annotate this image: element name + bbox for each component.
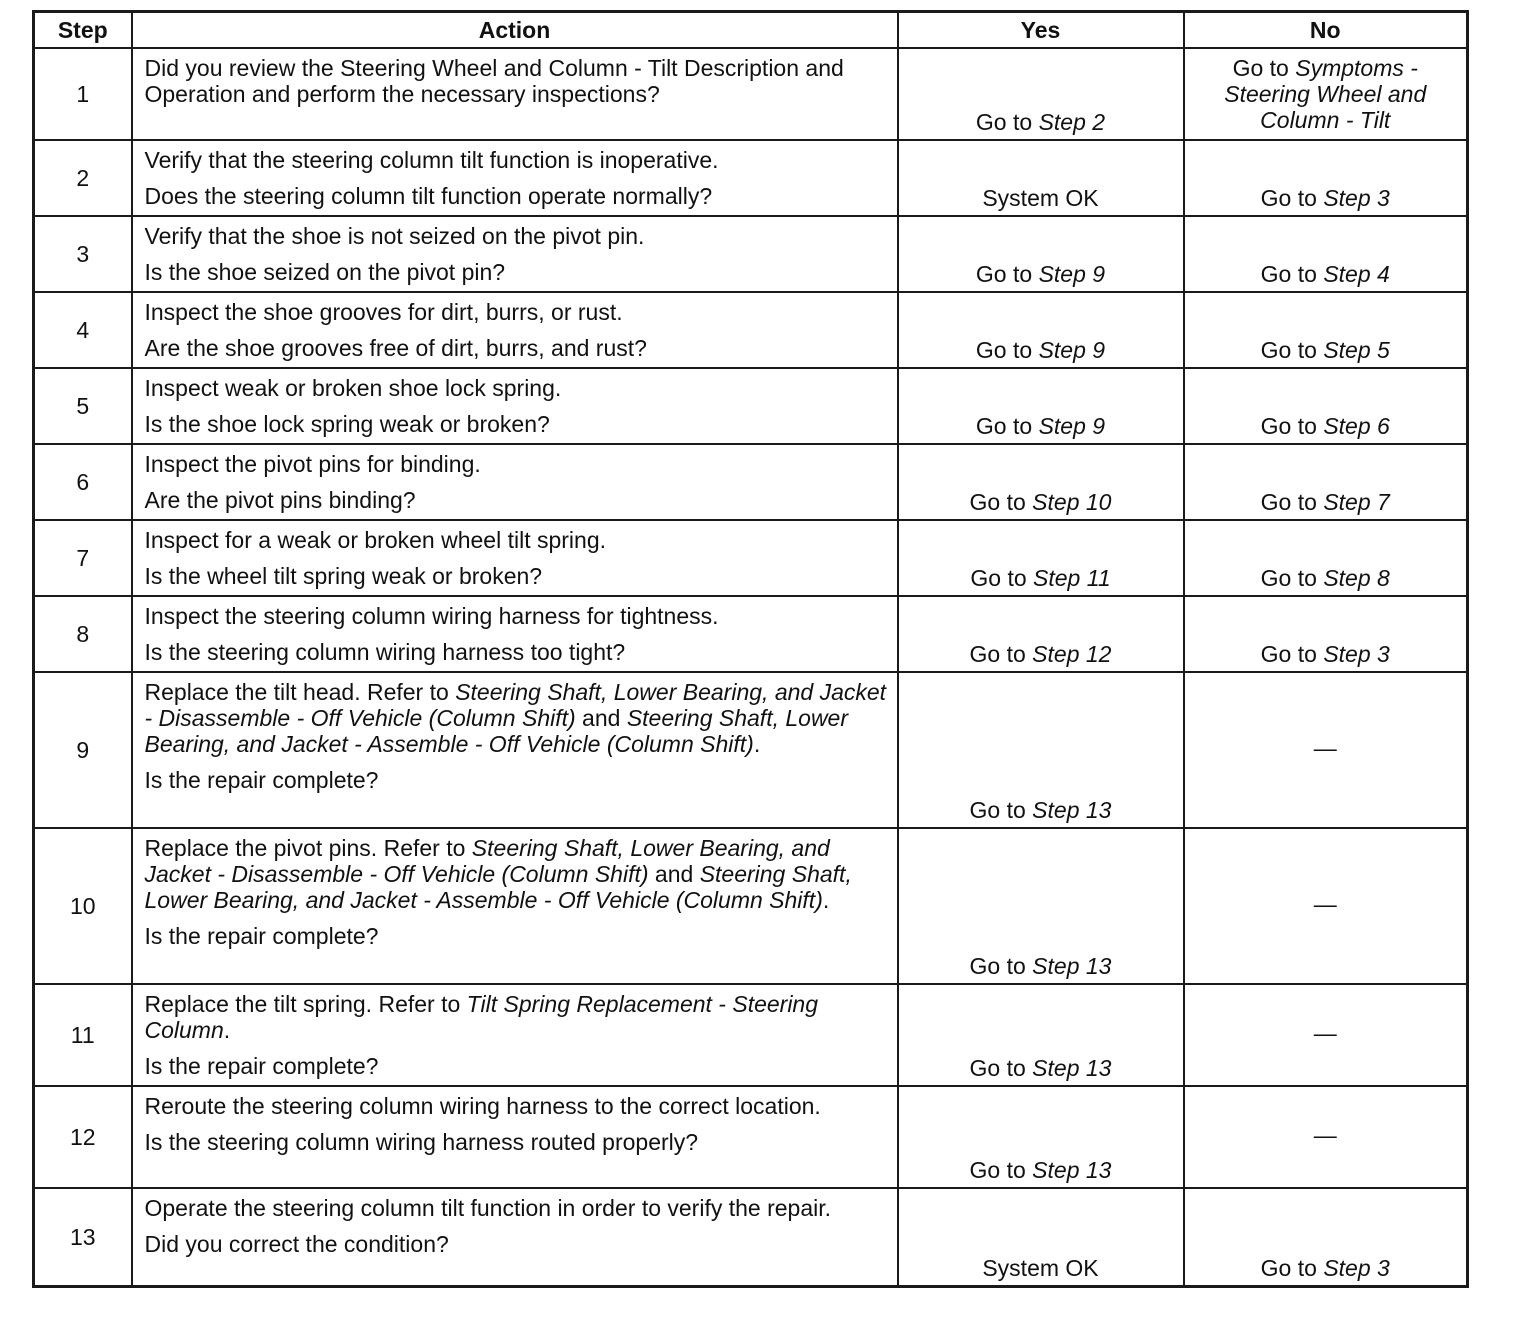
no-text: Go to <box>1260 641 1324 667</box>
action-cell <box>132 1086 898 1188</box>
table-row <box>34 520 1468 596</box>
table-row <box>34 1188 1468 1286</box>
action-question: Is the shoe seized on the pivot pin? <box>144 259 506 285</box>
no-result <box>1184 672 1468 828</box>
step-number: 4 <box>34 292 132 368</box>
no-text: — <box>1313 1020 1337 1046</box>
yes-result <box>898 444 1184 520</box>
action-question: Is the repair complete? <box>144 767 379 793</box>
yes-reference: Step 9 <box>1038 261 1106 287</box>
yes-result <box>898 216 1184 292</box>
action-question: Did you correct the condition? <box>144 1231 449 1257</box>
action-text: and <box>648 861 700 887</box>
step-number: 6 <box>34 444 132 520</box>
no-text: Go to <box>1232 55 1296 81</box>
table-row <box>34 984 1468 1086</box>
yes-text: Go to <box>975 109 1039 135</box>
yes-text: System OK <box>982 185 1099 211</box>
no-reference: Step 3 <box>1323 1254 1390 1281</box>
step-number: 8 <box>34 596 132 672</box>
yes-text: System OK <box>982 1254 1099 1281</box>
action-instruction <box>145 451 887 477</box>
action-text: Inspect the shoe grooves for dirt, burrs, or rust. <box>144 299 623 325</box>
table-row <box>34 292 1468 368</box>
action-cell <box>132 368 898 444</box>
action-reference: Steering Shaft, Lower Bearing, and Jacket - Disassemble - Off Vehicle (Column Shift) <box>144 679 887 731</box>
step-number: 11 <box>34 984 132 1086</box>
yes-reference: Step 9 <box>1038 413 1106 439</box>
no-result <box>1184 1188 1468 1286</box>
action-text: Inspect the steering column wiring harness for tightness. <box>144 603 719 629</box>
action-text: Replace the tilt head. Refer to <box>144 679 456 705</box>
action-cell <box>132 596 898 672</box>
yes-result <box>898 292 1184 368</box>
no-text: Go to <box>1260 489 1324 515</box>
step-number: 7 <box>34 520 132 596</box>
yes-reference: Step 13 <box>1032 953 1112 979</box>
action-instruction <box>145 1195 887 1221</box>
yes-text: Go to <box>969 953 1033 979</box>
yes-result <box>898 1086 1184 1188</box>
action-text: . <box>822 887 830 913</box>
yes-reference: Step 13 <box>1032 797 1112 823</box>
no-result <box>1184 140 1468 216</box>
action-instruction <box>145 991 887 1043</box>
header-yes: Yes <box>898 12 1184 49</box>
yes-result <box>898 828 1184 984</box>
no-result <box>1184 1086 1468 1188</box>
header-action: Action <box>132 12 898 49</box>
yes-reference: Step 13 <box>1032 1055 1112 1081</box>
table-row <box>34 140 1468 216</box>
no-reference: Step 4 <box>1323 261 1390 287</box>
action-cell <box>132 520 898 596</box>
yes-result <box>898 596 1184 672</box>
yes-result <box>898 48 1184 140</box>
no-result <box>1184 828 1468 984</box>
table-body <box>34 48 1468 1286</box>
table-row <box>34 596 1468 672</box>
no-result <box>1184 520 1468 596</box>
no-reference: Step 8 <box>1323 565 1390 591</box>
yes-text: Go to <box>969 797 1033 823</box>
action-text: Verify that the shoe is not seized on the pivot pin. <box>144 223 645 249</box>
header-row <box>34 12 1468 49</box>
action-text: . <box>753 731 761 757</box>
table-row <box>34 1086 1468 1188</box>
no-text: Go to <box>1260 185 1324 211</box>
no-text: Go to <box>1260 1254 1324 1281</box>
action-question: Are the pivot pins binding? <box>144 487 416 513</box>
action-cell <box>132 984 898 1086</box>
action-question: Is the repair complete? <box>144 923 379 949</box>
action-cell <box>132 672 898 828</box>
action-instruction <box>145 679 887 757</box>
no-result <box>1184 292 1468 368</box>
action-instruction <box>145 223 887 249</box>
table-row <box>34 672 1468 828</box>
no-result <box>1184 368 1468 444</box>
action-instruction <box>145 375 887 401</box>
yes-text: Go to <box>970 565 1034 591</box>
no-reference: Step 3 <box>1323 185 1390 211</box>
action-instruction <box>145 835 887 913</box>
action-question: Are the shoe grooves free of dirt, burrs, and rust? <box>144 335 647 361</box>
action-cell <box>132 48 898 140</box>
action-text: Inspect weak or broken shoe lock spring. <box>144 375 562 401</box>
step-number: 1 <box>34 48 132 140</box>
table-row <box>34 368 1468 444</box>
no-text: Go to <box>1260 261 1324 287</box>
yes-text: Go to <box>975 413 1039 439</box>
action-question: Is the repair complete? <box>144 1053 379 1079</box>
action-instruction <box>145 603 887 629</box>
no-text: — <box>1313 1122 1337 1148</box>
no-result <box>1184 984 1468 1086</box>
action-instruction <box>145 55 887 107</box>
action-reference: Steering Shaft, Lower Bearing, and Jacket - Assemble - Off Vehicle (Column Shift) <box>144 705 849 757</box>
action-cell <box>132 292 898 368</box>
no-text: Go to <box>1260 337 1324 363</box>
no-reference: Step 7 <box>1323 489 1390 515</box>
action-text: Did you review the Steering Wheel and Column - Tilt Description and Operation and perform the necessary inspections? <box>144 55 844 107</box>
yes-reference: Step 13 <box>1032 1157 1112 1183</box>
yes-reference: Step 11 <box>1033 565 1111 591</box>
action-cell <box>132 216 898 292</box>
action-question: Is the steering column wiring harness too tight? <box>144 639 626 665</box>
yes-text: Go to <box>969 641 1033 667</box>
no-reference: Step 5 <box>1323 337 1390 363</box>
yes-reference: Step 10 <box>1032 489 1112 515</box>
action-text: and <box>575 705 627 731</box>
yes-text: Go to <box>975 337 1039 363</box>
action-text: Replace the pivot pins. Refer to <box>144 835 472 861</box>
action-cell <box>132 444 898 520</box>
yes-result <box>898 672 1184 828</box>
step-number: 2 <box>34 140 132 216</box>
step-number: 9 <box>34 672 132 828</box>
action-reference: Steering Shaft, Lower Bearing, and Jacket - Assemble - Off Vehicle (Column Shift) <box>144 861 852 913</box>
no-reference: Step 3 <box>1323 641 1390 667</box>
action-text: Verify that the steering column tilt function is inoperative. <box>144 147 719 173</box>
table-row <box>34 828 1468 984</box>
table-row <box>34 444 1468 520</box>
step-number: 12 <box>34 1086 132 1188</box>
action-text: Inspect the pivot pins for binding. <box>144 451 481 477</box>
yes-text: Go to <box>975 261 1039 287</box>
no-text: Go to <box>1260 413 1324 439</box>
action-question: Is the wheel tilt spring weak or broken? <box>144 563 543 589</box>
no-result <box>1184 596 1468 672</box>
action-cell <box>132 828 898 984</box>
action-instruction <box>145 527 887 553</box>
step-number: 5 <box>34 368 132 444</box>
no-result <box>1184 216 1468 292</box>
step-number: 13 <box>34 1188 132 1286</box>
no-text: Go to <box>1260 565 1324 591</box>
yes-result <box>898 1188 1184 1286</box>
action-text: . <box>223 1017 231 1043</box>
yes-result <box>898 368 1184 444</box>
no-result <box>1184 48 1468 140</box>
action-cell <box>132 1188 898 1286</box>
yes-result <box>898 140 1184 216</box>
no-reference: Step 6 <box>1323 413 1390 439</box>
no-reference: Symptoms - Steering Wheel and Column - Tilt <box>1224 55 1427 133</box>
yes-reference: Step 12 <box>1032 641 1112 667</box>
action-reference: Steering Shaft, Lower Bearing, and Jacket - Disassemble - Off Vehicle (Column Shift) <box>144 835 830 887</box>
action-instruction <box>145 299 887 325</box>
action-instruction <box>145 147 887 173</box>
action-instruction <box>145 1093 887 1119</box>
no-result <box>1184 444 1468 520</box>
action-text: Reroute the steering column wiring harness to the correct location. <box>144 1093 821 1119</box>
yes-result <box>898 984 1184 1086</box>
action-cell <box>132 140 898 216</box>
step-number: 3 <box>34 216 132 292</box>
table-row <box>34 216 1468 292</box>
yes-reference: Step 9 <box>1038 337 1106 363</box>
action-question: Is the steering column wiring harness routed properly? <box>144 1129 699 1155</box>
action-reference: Tilt Spring Replacement - Steering Column <box>144 991 819 1043</box>
table-row <box>34 48 1468 140</box>
yes-reference: Step 2 <box>1038 109 1106 135</box>
yes-text: Go to <box>969 1055 1033 1081</box>
header-no: No <box>1184 12 1468 49</box>
yes-text: Go to <box>969 489 1033 515</box>
action-text: Inspect for a weak or broken wheel tilt spring. <box>144 527 607 553</box>
action-question: Is the shoe lock spring weak or broken? <box>144 411 550 437</box>
diagnostic-table <box>32 10 1469 1288</box>
yes-text: Go to <box>969 1157 1033 1183</box>
action-question: Does the steering column tilt function operate normally? <box>144 183 713 209</box>
action-text: Replace the tilt spring. Refer to <box>144 991 467 1017</box>
header-step: Step <box>34 12 132 49</box>
no-text: — <box>1313 735 1337 761</box>
no-text: — <box>1313 891 1337 917</box>
step-number: 10 <box>34 828 132 984</box>
yes-result <box>898 520 1184 596</box>
action-text: Operate the steering column tilt function in order to verify the repair. <box>144 1195 832 1221</box>
